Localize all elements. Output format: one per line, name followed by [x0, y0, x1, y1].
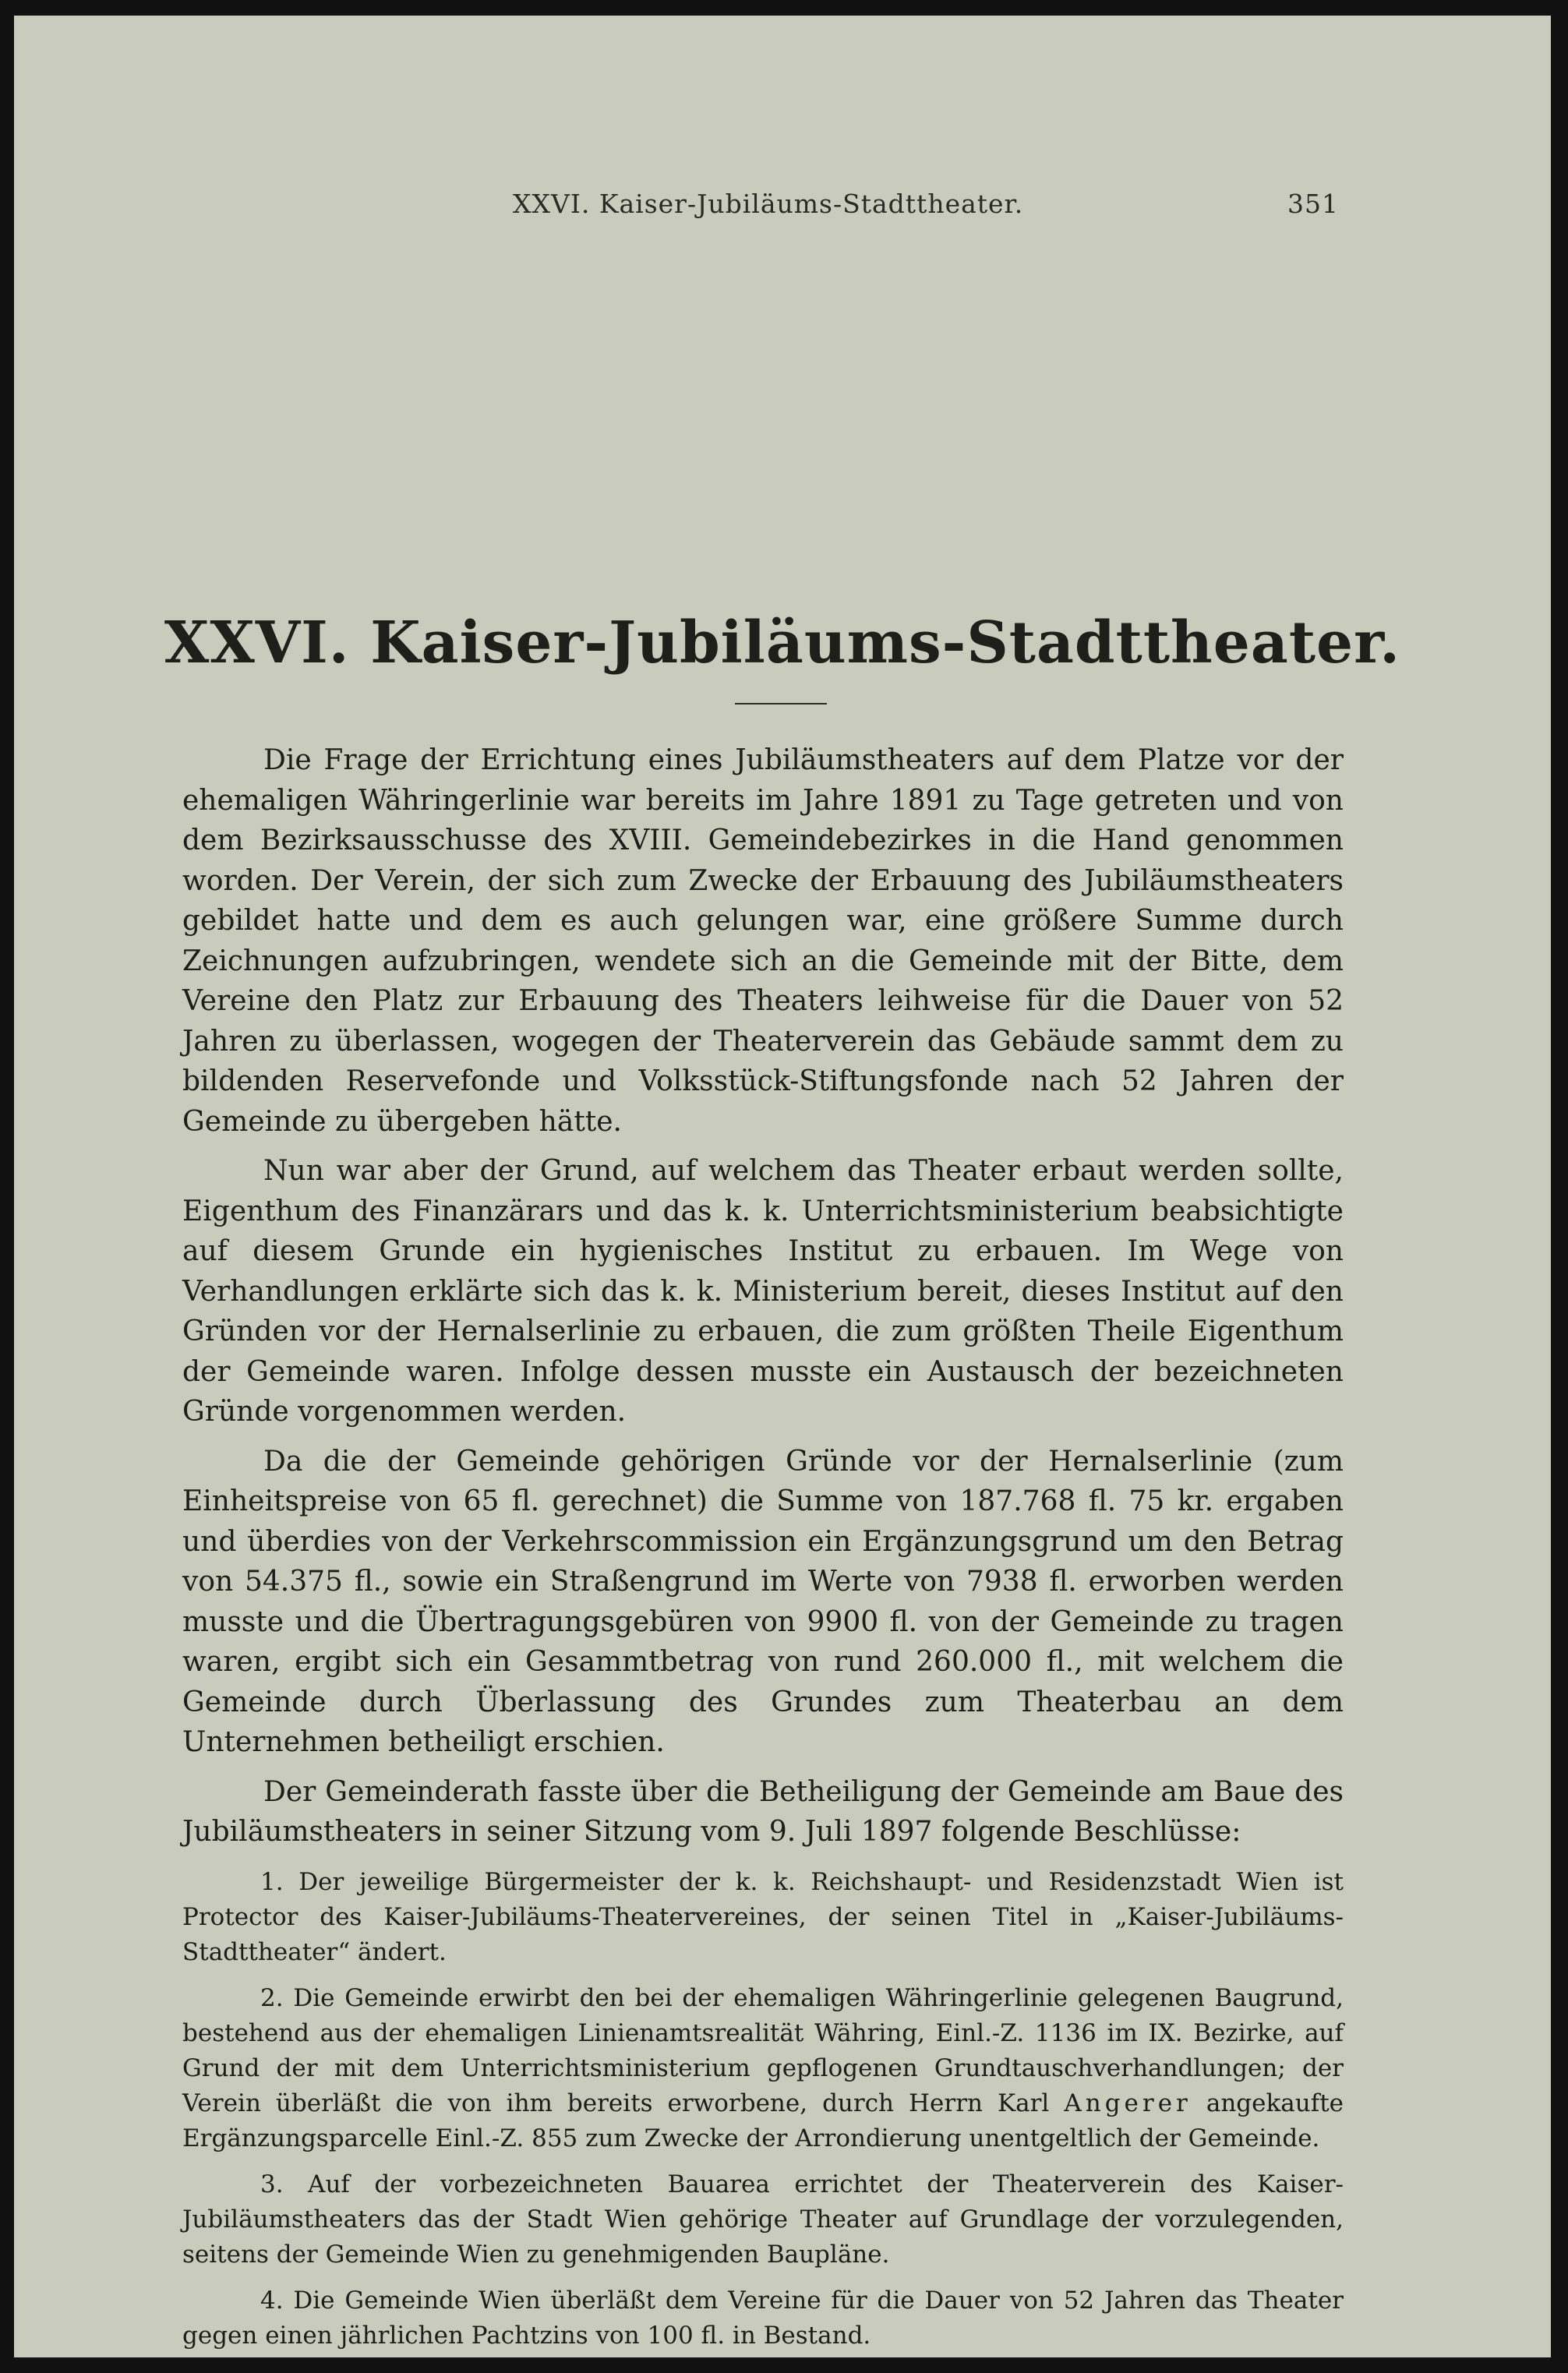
paragraph-3: Da die der Gemeinde gehörigen Gründe vor der Hernalserlinie (zum Einheitspreise von 65 fl. gerechnet) die Summe von 187.768 fl. 75 kr. ergaben und überdies von der Verkehrscommission ein Ergänzungsgrund um den Betrag von 54.375 fl., sowie ein Straßengrund im Werte von 7938 fl. erworben werden musste und die Übertragungsgebüren von 9900 fl. von der Gemeinde zu tragen waren, ergibt sich ein Gesammtbetrag von rund 260.000 fl., mit welchem die Gemeinde durch Überlassung des Grundes zum Theaterbau an dem Unternehmen betheiligt erschien. [182, 1445, 1344, 1758]
resolution-2-text-before: 2. Die Gemeinde erwirbt den bei der ehemaligen Währingerlinie gelegenen Baugrund, bestehend aus der ehemaligen Linienamtsrealität Währing, Einl.-Z. 1136 im IX. Bezirke, auf Grund der mit dem Unterrichtsministerium gepflogenen Grundtauschverhandlungen; der Verein überläßt die von ihm bereits erworbene, durch Herrn Karl [182, 1983, 1344, 2117]
resolution-2-spaced-name: Angerer [1064, 2089, 1192, 2117]
chapter-title: XXVI. Kaiser-Jubiläums-Stadttheater. [164, 609, 1401, 676]
running-title: XXVI. Kaiser-Jubiläums-Stadttheater. [513, 189, 1024, 219]
page-number: 351 [1287, 189, 1339, 219]
book-page [14, 16, 1551, 2357]
resolution-item-1: 1. Der jeweilige Bürgermeister der k. k. Reichshaupt- und Residenzstadt Wien ist Protector des Kaiser-Jubiläums-Theatervereines, der seinen Titel in „Kaiser-Jubiläums-Stadttheater“ ändert. [182, 1867, 1344, 1966]
title-divider [735, 703, 827, 704]
resolution-item-4: 4. Die Gemeinde Wien überläßt dem Vereine für die Dauer von 52 Jahren das Theater gegen einen jährlichen Pachtzins von 100 fl. in Bestand. [182, 2286, 1344, 2350]
resolution-item-2 [182, 1981, 1344, 2156]
paragraph-4: Der Gemeinderath fasste über die Betheiligung der Gemeinde am Baue des Jubiläumstheaters in seiner Sitzung vom 9. Juli 1897 folgende Beschlüsse: [182, 1775, 1344, 1848]
resolution-2-text-after: angekaufte Ergänzungsparcelle Einl.-Z. 855 zum Zwecke der Arrondierung unentgeltlich der Gemeinde. [182, 2089, 1344, 2152]
paragraph-2: Nun war aber der Grund, auf welchem das Theater erbaut werden sollte, Eigenthum des Finanzärars und das k. k. Unterrichtsministerium beabsichtigte auf diesem Grunde ein hygienisches Institut zu erbauen. Im Wege von Verhandlungen erklärte sich das k. k. Ministerium bereit, dieses Institut auf den Gründen vor der Hernalserlinie zu erbauen, die zum größten Theile Eigenthum der Gemeinde waren. Infolge dessen musste ein Austausch der bezeichneten Gründe vorgenommen werden. [182, 1155, 1344, 1428]
resolutions-list [182, 1865, 1344, 2354]
paragraph-1: Die Frage der Errichtung eines Jubiläumstheaters auf dem Platze vor der ehemaligen Währingerlinie war bereits im Jahre 1891 zu Tage getreten und von dem Bezirksausschusse des XVIII. Gemeindebezirkes in die Hand genommen worden. Der Verein, der sich zum Zwecke der Erbauung des Jubiläumstheaters gebildet hatte und dem es auch gelungen war, eine größere Summe durch Zeichnungen aufzubringen, wendete sich an die Gemeinde mit der Bitte, dem Vereine den Platz zur Erbauung des Theaters leihweise für die Dauer von 52 Jahren zu überlassen, wogegen der Theaterverein das Gebäude sammt dem zu bildenden Reservefonde und Volksstück-Stiftungsfonde nach 52 Jahren der Gemeinde zu übergeben hätte. [182, 744, 1344, 1138]
body-text [182, 740, 1344, 2354]
resolution-item-3: 3. Auf der vorbezeichneten Bauarea errichtet der Theaterverein des Kaiser-Jubiläumstheaters das der Stadt Wien gehörige Theater auf Grundlage der vorzulegenden, seitens der Gemeinde Wien zu genehmigenden Baupläne. [182, 2170, 1344, 2269]
